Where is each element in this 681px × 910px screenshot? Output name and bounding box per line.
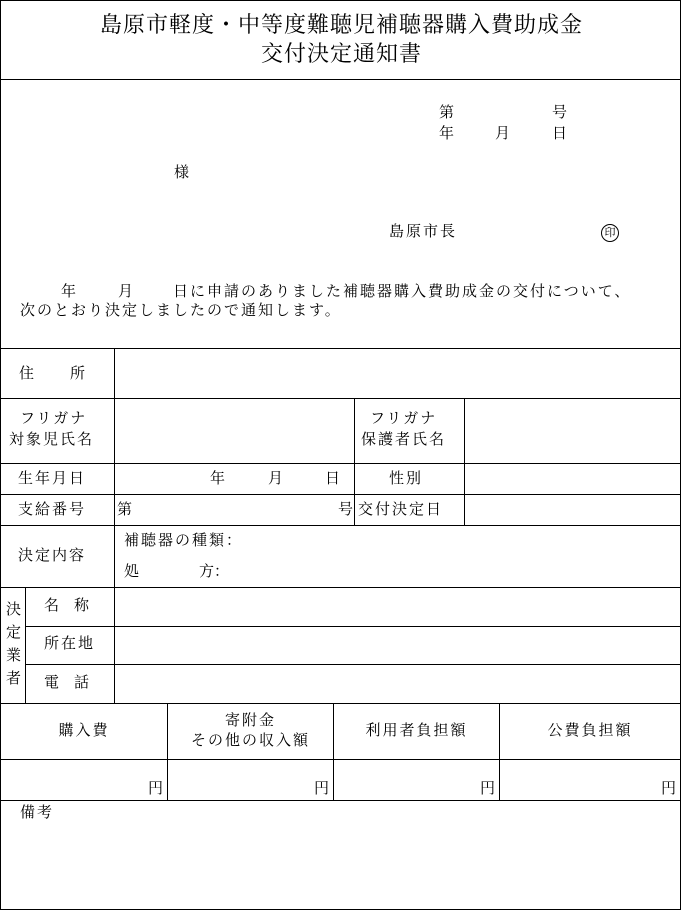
vendor-phone-field[interactable] (115, 665, 680, 703)
col-line-mid (354, 398, 355, 525)
address-field[interactable] (115, 349, 680, 398)
remarks-label: 備考 (20, 803, 55, 821)
grant-date-field[interactable] (465, 495, 680, 525)
vendor-location-label: 所在地 (44, 634, 96, 652)
donation-amount-field[interactable] (168, 760, 333, 800)
birth-year: 年 (210, 469, 226, 487)
supply-no-label: 支給番号 (18, 500, 87, 518)
vendor-name-field[interactable] (115, 588, 680, 626)
birth-month: 月 (268, 469, 284, 487)
body-year: 年 (61, 282, 77, 300)
vendor-label-char-1: 決 (6, 600, 22, 618)
recipient-suffix: 様 (174, 163, 190, 181)
title-line2: 交付決定通知書 (260, 42, 422, 67)
prescription-label: 処 方： (124, 562, 230, 580)
child-name-label: 対象児氏名 (9, 430, 95, 448)
row-line-8 (1, 703, 680, 704)
child-furigana-label: フリガナ (20, 409, 88, 427)
donation-header-line1: 寄附金 (224, 711, 276, 729)
body-line1: 日に申請のありました補聴器購入費助成金の交付について、 (173, 282, 632, 300)
body-line2: 次のとおり決定しましたので通知します。 (20, 301, 342, 319)
gender-label: 性別 (389, 469, 424, 487)
guardian-name-label: 保護者氏名 (361, 430, 447, 448)
remarks-field[interactable] (2, 823, 680, 909)
doc-no-prefix: 第 (439, 103, 455, 121)
grant-date-label: 交付決定日 (358, 500, 444, 518)
purchase-amount-field[interactable] (2, 760, 167, 800)
user-burden-header: 利用者負担額 (365, 721, 468, 739)
public-burden-amount-field[interactable] (500, 760, 680, 800)
address-label: 住 所 (19, 364, 88, 382)
issuer: 島原市長 (389, 222, 458, 240)
date-year: 年 (439, 124, 455, 142)
date-day: 日 (552, 124, 568, 142)
yen-unit-3: 円 (480, 779, 496, 797)
vendor-label-char-2: 定 (6, 623, 22, 641)
gender-field[interactable] (465, 464, 680, 494)
supply-no-suffix: 号 (338, 500, 354, 518)
vendor-label-char-4: 者 (6, 669, 22, 687)
yen-unit-1: 円 (148, 779, 164, 797)
guardian-furigana-label: フリガナ (370, 409, 438, 427)
vendor-label-char-3: 業 (6, 646, 22, 664)
yen-unit-2: 円 (314, 779, 330, 797)
row-line-10 (1, 800, 680, 801)
body-month: 月 (118, 282, 134, 300)
col-line-vendor-side (25, 587, 26, 703)
row-line-4 (1, 525, 680, 526)
birthdate-label: 生年月日 (18, 469, 87, 487)
vendor-phone-label: 電 話 (44, 673, 90, 691)
date-month: 月 (495, 124, 511, 142)
child-name-field[interactable] (115, 399, 354, 463)
supply-no-prefix: 第 (117, 500, 133, 518)
seal-mark: 印 (601, 224, 619, 242)
decision-label: 決定内容 (18, 546, 87, 564)
guardian-name-field[interactable] (465, 399, 680, 463)
vendor-location-field[interactable] (115, 627, 680, 664)
vendor-name-label: 名 称 (44, 596, 90, 614)
birth-day: 日 (325, 469, 341, 487)
doc-no-suffix: 号 (552, 103, 568, 121)
public-burden-header: 公費負担額 (547, 721, 633, 739)
title-line1: 島原市軽度・中等度難聴児補聴器購入費助成金 (99, 13, 583, 38)
donation-header-line2: その他の収入額 (190, 731, 310, 749)
yen-unit-4: 円 (661, 779, 677, 797)
title-divider (1, 79, 680, 80)
hearing-aid-type-label: 補聴器の種類： (124, 531, 244, 549)
user-burden-amount-field[interactable] (334, 760, 499, 800)
purchase-cost-header: 購入費 (58, 721, 110, 739)
